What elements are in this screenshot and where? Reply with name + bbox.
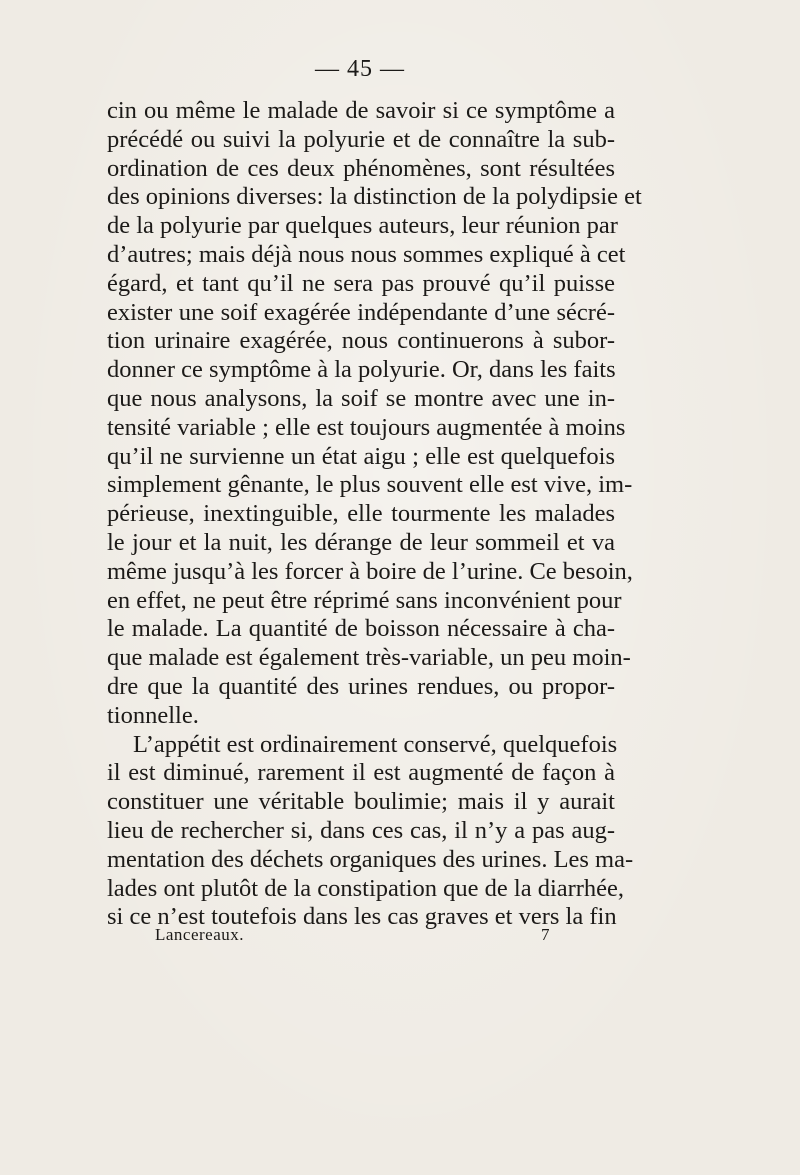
text-line: le malade. La quantité de boisson nécessaire à cha- [107,615,615,643]
text-line: même jusqu’à les forcer à boire de l’urine. Ce besoin, [107,557,633,585]
text-line: précédé ou suivi la polyurie et de connaître la sub- [107,125,615,153]
text-line: tion urinaire exagérée, nous continuerons à subor- [107,327,615,355]
page-number: — 45 — [315,56,405,82]
text-line: que nous analysons, la soif se montre avec une in- [107,384,615,412]
footer-author: Lancereaux. [155,925,245,944]
text-line: égard, et tant qu’il ne sera pas prouvé qu’il puisse [107,269,615,297]
text-line: qu’il ne survienne un état aigu ; elle est quelquefois [107,442,615,470]
text-line: lieu de rechercher si, dans ces cas, il n’y a pas aug- [107,816,615,844]
text-line: en effet, ne peut être réprimé sans inconvénient pour [107,586,622,614]
text-line: tionnelle. [107,701,199,729]
text-line: simplement gênante, le plus souvent elle est vive, im- [107,471,633,499]
text-line: constituer une véritable boulimie; mais il y aurait [107,788,615,816]
text-line: donner ce symptôme à la polyurie. Or, dans les faits [107,356,616,384]
text-line: périeuse, inextinguible, elle tourmente les malades [107,500,615,528]
signature-mark: 7 [541,925,550,944]
text-line: ordination de ces deux phénomènes, sont résultées [107,154,615,182]
text-line: des opinions diverses: la distinction de la polydipsie et [107,183,642,211]
text-line: si ce n’est toutefois dans les cas graves et vers la fin [107,903,617,931]
text-line: le jour et la nuit, les dérange de leur sommeil et va [107,528,615,556]
body-text [107,97,642,932]
text-line: dre que la quantité des urines rendues, ou propor- [107,672,615,700]
text-line: que malade est également très-variable, un peu moin- [107,644,631,672]
text-line: tensité variable ; elle est toujours augmentée à moins [107,413,626,441]
text-line: lades ont plutôt de la constipation que de la diarrhée, [107,874,625,902]
text-line: L’appétit est ordinairement conservé, quelquefois [133,730,618,758]
text-line: cin ou même le malade de savoir si ce symptôme a [107,97,615,124]
text-line: de la polyurie par quelques auteurs, leur réunion par [107,212,618,240]
text-line: d’autres; mais déjà nous nous sommes expliqué à cet [107,240,626,268]
text-line: mentation des déchets organiques des urines. Les ma- [107,845,634,873]
text-line: il est diminué, rarement il est augmenté de façon à [107,759,615,787]
text-line: exister une soif exagérée indépendante d’une sécré- [107,298,615,326]
